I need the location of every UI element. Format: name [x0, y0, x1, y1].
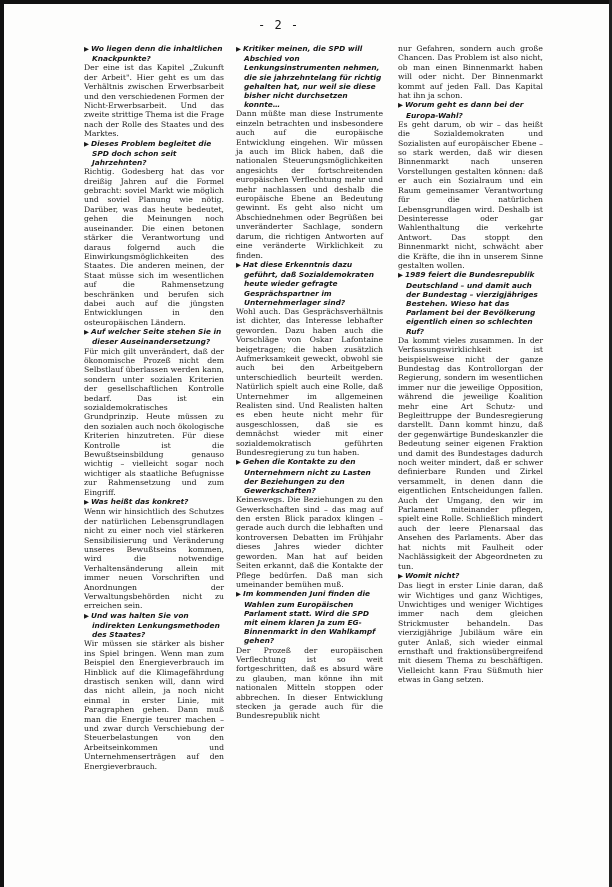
- interview-question: ▶ Hat diese Erkenntnis dazu geführt, daß Sozialdemokraten heute wieder gefragte Gesprächspartner im Unternehmerlager sind?: [236, 260, 383, 307]
- interview-question: ▶ Im kommenden Juni finden die Wahlen zum Europäischen Parlament statt. Wird die SPD mit einem klaren Ja zum EG-Binnenmarkt in den Wahlkampf gehen?: [236, 589, 383, 645]
- interview-answer: Keineswegs. Die Beziehungen zu den Gewerkschaften sind – das mag auf den ersten Blick paradox klingen – gerade auch durch die lebhaften und kontroversen Debatten im Frühjahr dieses Jahres wieder dichter geworden. Man hat auf beiden Seiten erkannt, daß die Kontakte der Pflege bedürfen. Daß man sich umeinander bemühen muß.: [236, 495, 383, 589]
- interview-question: ▶ 1989 feiert die Bundesrepublik Deutschland – und damit auch der Bundestag – vierzigjähriges Bestehen. Wieso hat das Parlament bei der Bevölkerung eigentlich einen so schlechten Ruf?: [398, 270, 543, 335]
- interview-question: ▶ Wo liegen denn die inhaltlichen Knackpunkte?: [84, 44, 224, 63]
- interview-question: ▶ Womit nicht?: [398, 571, 543, 581]
- interview-question: ▶ Was heißt das konkret?: [84, 497, 224, 507]
- interview-question: ▶ Auf welcher Seite stehen Sie in dieser Auseinandersetzung?: [84, 327, 224, 346]
- interview-answer: Für mich gilt unverändert, daß der ökonomische Prozeß nicht dem Selbstlauf überlassen werden kann, sondern unter sozialen Kriterien der gesellschaftlichen Kontrolle bedarf. Das ist ein sozialdemokratisches Grundprinzip. Heute müssen zu den sozialen auch noch ökologische Kriterien hinzutreten. Für diese Kontrolle ist die Bewußtseinsbildung genauso wichtig – vielleicht sogar noch wichtiger als staatliche Befugnisse zur Rahmensetzung und zum Eingriff.: [84, 346, 224, 497]
- interview-answer: Wohl auch. Das Gesprächsverhältnis ist dichter, das Interesse lebhafter geworden. Dazu haben auch die Vorschläge von Oskar Lafontaine beigetragen; die haben zusätzlich Aufmerksamkeit geweckt, obwohl sie auch bei den Arbeitgebern unterschiedlich beurteilt werden. Natürlich spielt auch eine Rolle, daß Unternehmer im allgemeinen Realisten sind. Und Realisten halten es eben heute nicht mehr für ausgeschlossen, daß sie es demnächst wieder mit einer sozialdemokratisch geführten Bundesregierung zu tun haben.: [236, 306, 383, 458]
- interview-answer: nur Gefahren, sondern auch große Chancen. Das Problem ist also nicht, ob man einen Binnenmarkt haben will oder nicht. Der Binnenmarkt kommt auf jeden Fall. Das Kapital hat ihn ja schon.: [398, 44, 543, 101]
- interview-answer: Der eine ist das Kapitel „Zukunft der Arbeit". Hier geht es um das Verhältnis zwischen Erwerbsarbeit und den verschiedenen Formen der Nicht-Erwerbsarbeit. Und das zweite strittige Thema ist die Frage nach der Rolle des Staates und des Marktes.: [84, 63, 224, 139]
- scan-border-left: [0, 0, 4, 887]
- interview-question: ▶ Gehen die Kontakte zu den Unternehmern nicht zu Lasten der Beziehungen zu den Gewerkschaften?: [236, 457, 383, 495]
- interview-answer: Es geht darum, ob wir – das heißt die Sozialdemokraten und Sozialisten auf europäischer Ebene – so stark werden, daß wir diesen Binnenmarkt nach unseren Vorstellungen gestalten können: daß er auch ein Sozialraum und ein Raum gemeinsamer Verantwortung für die natürlichen Lebensgrundlagen wird. Deshalb ist Desinteresse oder gar Wahlenthaltung die verkehrte Antwort. Das stoppt den Binnenmarkt nicht, schwächt aber die Kräfte, die ihn in unserem Sinne gestalten wollen.: [398, 119, 543, 270]
- interview-answer: Dann müßte man diese Instrumente einzeln betrachten und insbesondere auch auf die europäische Entwicklung eingehen. Wir müssen ja auch im Blick haben, daß die nationalen Steuerungsmöglichkeiten angesichts der fortschreitenden europäischen Verflechtung mehr und mehr nachlassen und deshalb die europäische Ebene an Bedeutung gewinnt. Es geht also nicht um Abschiednehmen oder Begrüßen bei unveränderter Sachlage, sondern darum, die richtigen Antworten auf eine veränderte Wirklichkeit zu finden.: [236, 109, 383, 260]
- interview-answer: Wir müssen sie stärker als bisher ins Spiel bringen. Wenn man zum Beispiel den Energieverbrauch im Hinblick auf die Klimagefährdung drastisch senken will, dann wird das nicht allein, ja noch nicht einmal in erster Linie, mit Paragraphen gehen. Dann muß man die Energie teurer machen – und zwar durch Verschiebung der Steuerbelastungen von den Arbeitseinkommen und Unternehmenserträgen auf den Energieverbrauch.: [84, 639, 224, 771]
- interview-answer: Wenn wir hinsichtlich des Schutzes der natürlichen Lebensgrundlagen nicht zu einer noch viel stärkeren Sensibilisierung und Veränderung unseres Bewußtseins kommen, wird die notwendige Verhaltensänderung allein mit immer neuen Vorschriften und Anordnungen der Verwaltungsbehörden nicht zu erreichen sein.: [84, 507, 224, 611]
- text-column-2: [236, 44, 383, 721]
- interview-question: ▶ Und was halten Sie von indirekten Lenkungsmethoden des Staates?: [84, 611, 224, 640]
- interview-question: ▶ Dieses Problem begleitet die SPD doch schon seit Jahrzehnten?: [84, 139, 224, 168]
- interview-answer: Das liegt in erster Linie daran, daß wir Wichtiges und ganz Wichtiges, Unwichtiges und weniger Wichtiges immer nach dem gleichen Strickmuster behandeln. Das vierzigjährige Jubiläum wäre ein guter Anlaß, sich wieder einmal ernsthaft und fraktionsübergreifend mit diesem Thema zu beschäftigen. Vielleicht kann Frau Süßmuth hier etwas in Gang setzen.: [398, 581, 543, 685]
- scan-border-top: [0, 0, 612, 4]
- interview-answer: Da kommt vieles zusammen. In der Verfassungswirklichkeit ist beispielsweise nicht der ganze Bundestag das Kontrollorgan der Regierung, sondern im wesentlichen immer nur die jeweilige Opposition, während die jeweilige Koalition mehr eine Art Schutz- und Begleittruppe der Bundesregierung darstellt. Dann kommt hinzu, daß der gegenwärtige Bundeskanzler die Bedeutung seiner eigenen Fraktion und damit des Bundestages dadurch noch weiter mindert, daß er schwer definierbare Runden und Zirkel versammelt, in denen dann die eigentlichen Entscheidungen fallen. Auch der Umgang, den wir im Parlament miteinander pflegen, spielt eine Rolle. Schließlich mindert auch der leere Plenarsaal das Ansehen des Parlaments. Aber das hat nichts mit Faulheit oder Nachlässigkeit der Abgeordneten zu tun.: [398, 335, 543, 571]
- interview-answer: Richtig. Godesberg hat das vor dreißig Jahren auf die Formel gebracht: soviel Markt wie möglich und soviel Planung wie nötig. Darüber, was das heute bedeutet, gehen die Meinungen noch auseinander. Die einen betonen stärker die Verantwortung und daraus folgernd auch die Einwirkungsmöglichkeiten des Staates. Die anderen meinen, der Staat müsse sich im wesentlichen auf die Rahmensetzung beschränken und berufen sich dabei auch auf die jüngsten Entwicklungen in den osteuropäischen Ländern.: [84, 167, 224, 327]
- text-column-3: [398, 44, 543, 685]
- text-column-1: [84, 44, 224, 771]
- page-number: - 2 -: [258, 18, 300, 32]
- interview-answer: Der Prozeß der europäischen Verflechtung ist so weit fortgeschritten, daß es absurd wäre zu glauben, man könne ihn mit nationalen Mitteln stoppen oder abbrechen. In dieser Entwicklung stecken ja gerade auch für die Bundesrepublik nicht: [236, 645, 383, 721]
- interview-question: ▶ Worum geht es dann bei der Europa-Wahl?: [398, 100, 543, 119]
- interview-question: ▶ Kritiker meinen, die SPD will Abschied von Lenkungsinstrumenten nehmen, die sie jahrzehntelang für richtig gehalten hat, nur weil sie diese bisher nicht durchsetzen konnte…: [236, 44, 383, 109]
